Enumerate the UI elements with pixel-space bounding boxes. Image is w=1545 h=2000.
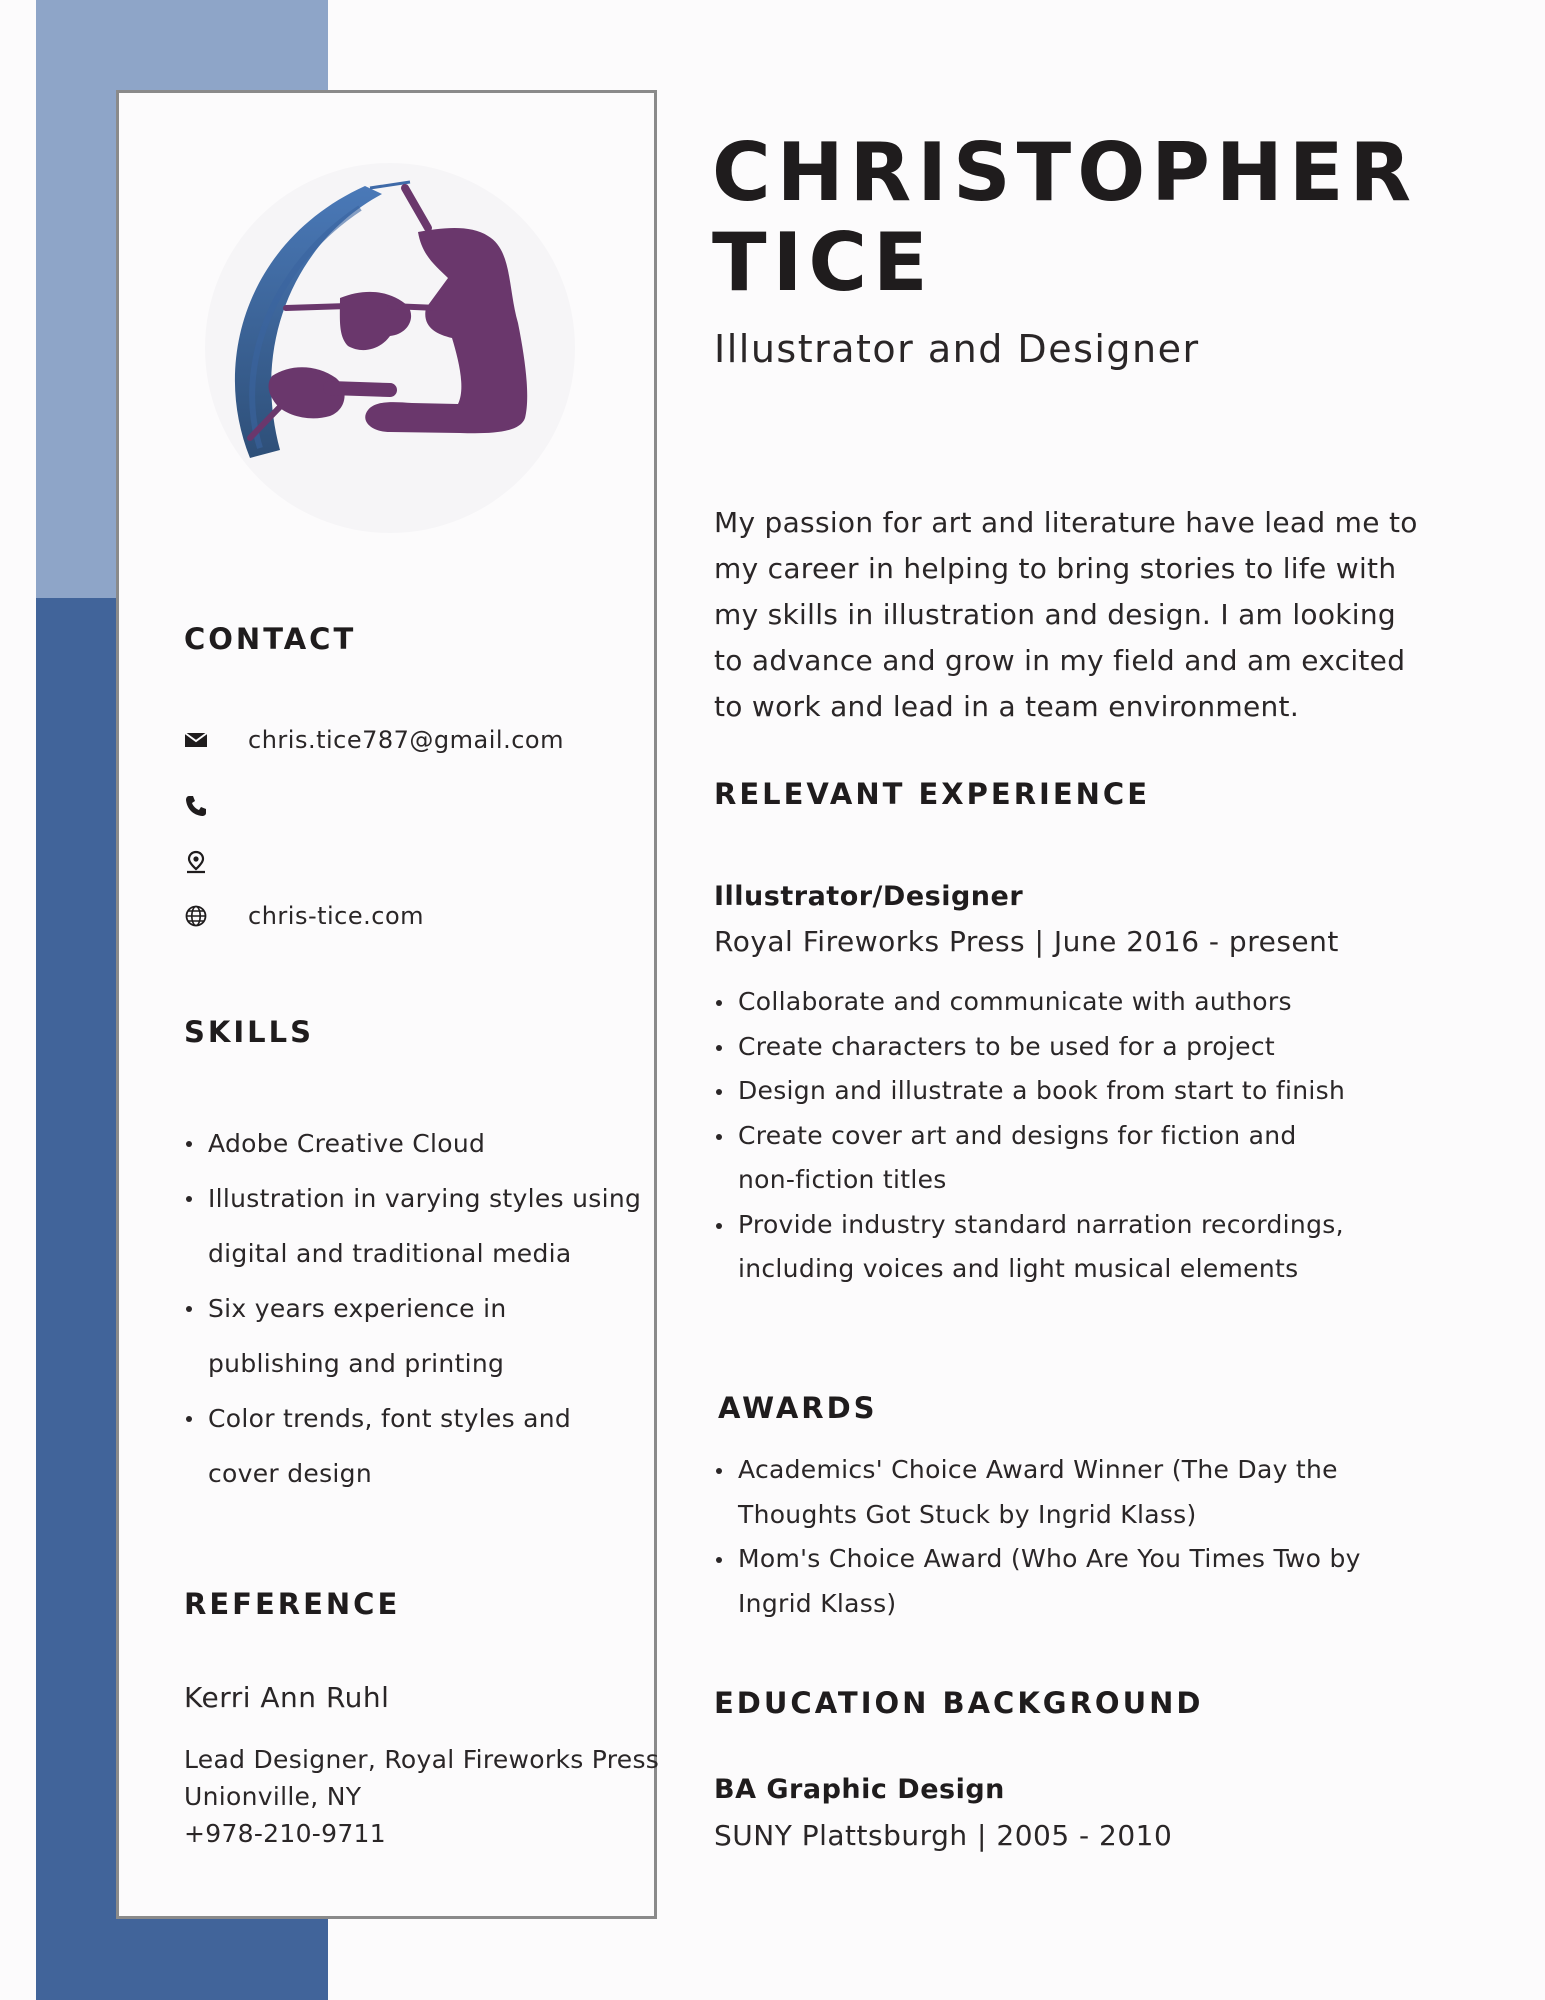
map-pin-icon: [184, 847, 218, 877]
contact-phone-row: [184, 788, 248, 824]
education-school-dates: SUNY Plattsburgh | 2005 - 2010: [714, 1819, 1173, 1852]
painting-hands-icon: [190, 158, 590, 538]
experience-company-dates: Royal Fireworks Press | June 2016 - present: [714, 925, 1339, 958]
awards-heading: AWARDS: [718, 1391, 878, 1425]
experience-heading: RELEVANT EXPERIENCE: [714, 777, 1151, 811]
experience-list: [714, 980, 1354, 1292]
experience-job-title: Illustrator/Designer: [714, 881, 1024, 912]
envelope-icon: [184, 725, 218, 755]
reference-location: Unionville, NY: [184, 1782, 362, 1811]
name-first: CHRISTOPHER: [712, 126, 1418, 219]
name-last: TICE: [712, 216, 934, 309]
skill-item: Six years experience in publishing and printing: [184, 1281, 644, 1391]
award-item: Mom's Choice Award (Who Are You Times Two by Ingrid Klass): [714, 1537, 1434, 1626]
experience-item: Create characters to be used for a project: [714, 1025, 1354, 1070]
contact-email[interactable]: chris.tice787@gmail.com: [248, 726, 564, 754]
contact-email-row[interactable]: [184, 722, 564, 758]
experience-item: Provide industry standard narration recordings, including voices and light musical elements: [714, 1203, 1354, 1292]
contact-website[interactable]: chris-tice.com: [248, 902, 425, 930]
contact-website-row[interactable]: [184, 898, 424, 934]
page-title: [712, 128, 1417, 308]
experience-item: Collaborate and communicate with authors: [714, 980, 1354, 1025]
reference-heading: REFERENCE: [184, 1587, 401, 1621]
job-subtitle: Illustrator and Designer: [714, 327, 1200, 371]
awards-list: [714, 1448, 1434, 1626]
contact-location-row: [184, 844, 248, 880]
contact-heading: CONTACT: [184, 622, 357, 656]
experience-item: Create cover art and designs for fiction and non-fiction titles: [714, 1114, 1354, 1203]
phone-icon: [184, 791, 218, 821]
skills-list: [184, 1116, 644, 1501]
education-heading: EDUCATION BACKGROUND: [714, 1686, 1204, 1720]
painting-hands-logo: [190, 158, 590, 538]
skill-item: Adobe Creative Cloud: [184, 1116, 644, 1171]
summary-paragraph: My passion for art and literature have lead me to my career in helping to bring stories to life with my skills in illustration and design. I am looking to advance and grow in my field and am excited to work and lead in a team environment.: [714, 506, 1418, 723]
reference-phone: +978-210-9711: [184, 1819, 386, 1848]
award-item: Academics' Choice Award Winner (The Day the Thoughts Got Stuck by Ingrid Klass): [714, 1448, 1434, 1537]
skill-item: Illustration in varying styles using digital and traditional media: [184, 1171, 644, 1281]
education-degree: BA Graphic Design: [714, 1774, 1005, 1805]
skills-heading: SKILLS: [184, 1015, 314, 1049]
reference-name: Kerri Ann Ruhl: [184, 1681, 390, 1714]
reference-position: Lead Designer, Royal Fireworks Press: [184, 1745, 660, 1774]
skill-item: Color trends, font styles and cover design: [184, 1391, 644, 1501]
globe-icon: [184, 901, 218, 931]
experience-item: Design and illustrate a book from start to finish: [714, 1069, 1354, 1114]
